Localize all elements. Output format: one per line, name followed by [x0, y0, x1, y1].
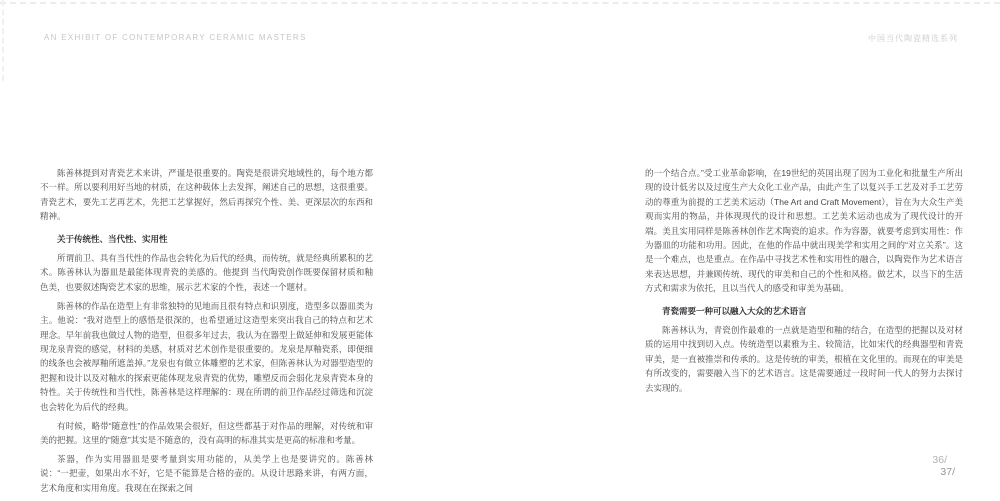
right-section-heading: 青瓷需要一种可以融入大众的艺术语言: [662, 305, 807, 316]
page-number-left: 36/: [932, 454, 947, 466]
running-header-chinese: 中国当代陶瓷精选系列: [868, 34, 958, 43]
right-page-text-column: [645, 166, 963, 400]
left-section-heading: 关于传统性、当代性、实用性: [57, 233, 168, 244]
top-dashed-border: [0, 2, 1000, 4]
left-paragraph-4: 有时候，略带“随意性”的作品效果会很好，但这些都基于对作品的理解，对传统和审美的把握。这里的“随意”其实是不随意的，没有高明的标准其实是更高的标准和考量。: [40, 420, 373, 445]
page-number-right: 37/: [940, 466, 955, 478]
left-paragraph-3: 陈善林的作品在造型上有非常独特的见地而且很有特点和识别度，造型多以器皿类为主。他说：“我对造型上的感悟是很深的，也希望通过这造型来突出我自己的特点和艺术理念。早年前我也做过人物的造型，但很多年过去，我认为在器型上做延伸和发展更能体现龙泉青瓷的感觉，材料的美感，材质对艺术创作是很重要的。龙泉是厚釉瓷系，即便细的线条也会被厚釉所遮盖掉。”龙泉也有做立体雕塑的艺术家，但陈善林认为对器型造型的把握和设计以及对釉水的探索更能体现龙泉青瓷的优势，雕塑反而会弱化龙泉青瓷本身的特性。关于传统性和当代性，陈善林是这样理解的：现在所谓的前卫作品经过筛选和沉淀也会转化为后代的经典。: [40, 300, 373, 412]
right-paragraph-2: 陈善林认为，青瓷创作最难的一点就是造型和釉的结合，在造型的把握以及对材质的运用中找到切入点。传统造型以素雅为主、较简洁，比如宋代的经典器型和青瓷审美，是一直被推崇和传承的。这是传统的审美，根植在文化里的。而现在的审美是有所改变的，需要融入当下的艺术语言。这是需要通过一段时间一代人的努力去探讨去实现的。: [645, 325, 963, 393]
left-paragraph-5: 茶器，作为实用器皿是要考量到实用功能的，从美学上也是要讲究的。陈善林说：“一把壶，如果出水不好，它是不能算是合格的壶的。从设计思路来讲，有两方面，艺术角度和实用角度。我现在在探索之间: [40, 453, 373, 493]
left-dashed-border: [2, 0, 4, 81]
left-page-text-column: [40, 166, 373, 500]
page-numbers: [932, 454, 955, 478]
right-paragraph-1: 的一个结合点。”受工业革命影响，在19世纪的英国出现了因为工业化和批量生产所出现的设计低劣以及过度生产大众化工业产品，由此产生了以复兴手工艺及对手工艺劳动的尊重为前提的工艺美术运动（The Art and Craft Movement），旨在为大众生产美观而实用的物品，并体现现代的设计和思想。工艺美术运动也成为了现代设计的开端。美且实用同样是陈善林创作艺术陶瓷的追求。作为容器，就要考虑到实用性：作为器皿的功能和功用。因此，在他的作品中就出现美学和实用之间的“对立关系”。这是一个难点，也是重点。在作品中寻找艺术性和实用性的融合，以陶瓷作为艺术语言来表达思想，并兼顾传统、现代的审美和自己的个性和风格。做艺术，以当下的生活方式和需求为依托，且以当代人的感受和审美为基础。: [645, 168, 963, 294]
left-paragraph-1: 陈善林提到对青瓷艺术来讲，严谨是很重要的。陶瓷是很讲究地域性的，每个地方都不一样。所以要利用好当地的材质，在这种载体上去发挥，阐述自己的思想，这很重要。青瓷艺术，要先工艺再艺术，先把工艺掌握好，然后再探究个性、美、更深层次的东西和精神。: [40, 168, 373, 222]
running-header-english: AN EXHIBIT OF CONTEMPORARY CERAMIC MASTERS: [44, 33, 307, 42]
left-paragraph-2: 所谓前卫、具有当代性的作品也会转化为后代的经典，而传统，就是经典所累积的艺术。陈善林认为器皿是最能体现青瓷的美感的。他提到 当代陶瓷创作既要保留材质和釉色美，也要叙述陶瓷艺术家的思维，展示艺术家的个性，表述一个题材。: [40, 253, 373, 292]
